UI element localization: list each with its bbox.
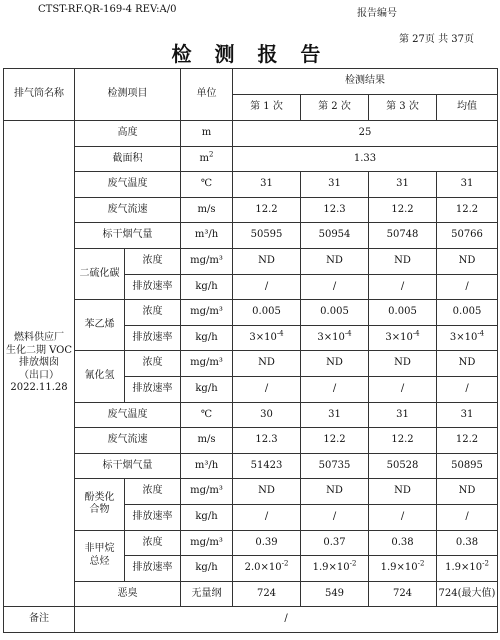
- outlet-line: 燃料供应厂: [14, 332, 64, 344]
- header-item: 检测项目: [75, 69, 181, 121]
- param-label: 排放速率: [125, 274, 181, 300]
- value-cell: /: [233, 376, 301, 402]
- value-cell: 12.2: [437, 428, 498, 454]
- item-label: 标干烟气量: [75, 453, 181, 479]
- value-cell: 31: [369, 172, 437, 198]
- pollutant-name: 苯乙烯: [75, 300, 125, 351]
- test-report-table: [3, 68, 498, 633]
- value-exponent: -4: [344, 329, 352, 338]
- param-label: 浓度: [125, 530, 181, 556]
- item-label: 高度: [75, 121, 181, 147]
- value-cell: 12.2: [301, 428, 369, 454]
- value-cell: 12.3: [301, 197, 369, 223]
- value-cell: 0.38: [437, 530, 498, 556]
- value-cell: ND: [301, 351, 369, 377]
- value-exponent: -4: [412, 329, 420, 338]
- param-label: 浓度: [125, 479, 181, 505]
- value-cell: [301, 325, 369, 351]
- value-exponent: -2: [482, 559, 489, 568]
- item-label: 废气温度: [75, 402, 181, 428]
- param-label: 浓度: [125, 300, 181, 326]
- value-cell: 0.005: [301, 300, 369, 326]
- pollutant-name: [75, 530, 125, 581]
- item-label: 截面积: [75, 146, 181, 172]
- value-cell: /: [301, 274, 369, 300]
- unit-text: m: [199, 152, 209, 164]
- value-cell: 50595: [233, 223, 301, 249]
- value-cell: /: [301, 504, 369, 530]
- value-cell: 51423: [233, 453, 301, 479]
- unit-cell: kg/h: [181, 325, 233, 351]
- value-cell: [437, 325, 498, 351]
- item-label: 废气流速: [75, 197, 181, 223]
- unit-cell: mg/m³: [181, 479, 233, 505]
- value-exponent: -4: [477, 329, 485, 338]
- param-label: 浓度: [125, 248, 181, 274]
- value-cell: ND: [437, 248, 498, 274]
- page-title: 检 测 报 告: [171, 42, 329, 66]
- pollutant-name-line: 酚类化: [84, 491, 115, 503]
- outlet-line: 排放烟囱: [19, 357, 59, 369]
- unit-cell: 无量纲: [181, 581, 233, 607]
- value-cell: ND: [369, 351, 437, 377]
- header-results: 检测结果: [233, 69, 498, 95]
- value-base: 1.9×10: [445, 562, 483, 574]
- param-label: 浓度: [125, 351, 181, 377]
- value-cell: 12.2: [369, 197, 437, 223]
- value-cell: 12.2: [369, 428, 437, 454]
- value-cell: 0.39: [233, 530, 301, 556]
- value-exponent: -4: [276, 329, 284, 338]
- value-cell: ND: [233, 479, 301, 505]
- value-cell: [301, 556, 369, 582]
- value-cell: 724: [233, 581, 301, 607]
- document-code: CTST-RF.QR-169-4 REV:A/0: [38, 4, 177, 15]
- param-label: 排放速率: [125, 556, 181, 582]
- value-cell: 724: [369, 581, 437, 607]
- value-cell: /: [369, 274, 437, 300]
- header-average: 均值: [437, 95, 498, 121]
- value-cell: 0.005: [437, 300, 498, 326]
- item-label: 废气温度: [75, 172, 181, 198]
- remark-value: /: [75, 607, 498, 633]
- unit-cell: mg/m³: [181, 351, 233, 377]
- value-cell: 50766: [437, 223, 498, 249]
- header-unit: 单位: [181, 69, 233, 121]
- pollutant-name-line: 合物: [89, 504, 110, 516]
- unit-cell: m³/h: [181, 223, 233, 249]
- value-cell: 549: [301, 581, 369, 607]
- unit-cell: m/s: [181, 197, 233, 223]
- value-base: 1.9×10: [312, 562, 350, 574]
- unit-cell: ℃: [181, 172, 233, 198]
- header-outlet: 排气筒名称: [4, 69, 75, 121]
- param-label: 排放速率: [125, 504, 181, 530]
- value-cell: /: [437, 274, 498, 300]
- value-cell: 0.005: [233, 300, 301, 326]
- value-cell: 31: [301, 402, 369, 428]
- value-exponent: -2: [349, 559, 357, 568]
- report-number-label: 报告编号: [357, 8, 397, 19]
- value-cell: 12.2: [233, 197, 301, 223]
- unit-cell: $m^2$: [181, 146, 233, 172]
- value-base: 3×10: [449, 331, 478, 343]
- param-label: 排放速率: [125, 325, 181, 351]
- pollutant-name: 二硫化碳: [75, 248, 125, 299]
- unit-cell: kg/h: [181, 504, 233, 530]
- value-cell: [233, 325, 301, 351]
- pollutant-name: 氰化氢: [75, 351, 125, 402]
- value-exponent: -2: [281, 559, 289, 568]
- value-cell: 12.3: [233, 428, 301, 454]
- value-base: 3×10: [385, 331, 413, 343]
- value-cell: 30: [233, 402, 301, 428]
- value-base: 2.0×10: [244, 562, 282, 574]
- value-cell: 50528: [369, 453, 437, 479]
- unit-cell: kg/h: [181, 556, 233, 582]
- value-cell: ND: [369, 479, 437, 505]
- value-cell: [437, 556, 498, 582]
- value-cell: /: [233, 504, 301, 530]
- value-cell: /: [233, 274, 301, 300]
- value-cell: [369, 556, 437, 582]
- pollutant-name: [75, 479, 125, 530]
- value-cell: [233, 556, 301, 582]
- pollutant-name-line: 非甲烷: [84, 543, 115, 555]
- header-run-3: 第 3 次: [369, 95, 437, 121]
- outlet-date: 2022.11.28: [10, 382, 68, 394]
- item-label: 废气流速: [75, 428, 181, 454]
- param-label: 排放速率: [125, 376, 181, 402]
- value-cell: ND: [233, 248, 301, 274]
- value-cell: 31: [301, 172, 369, 198]
- value-cell: /: [437, 504, 498, 530]
- item-label: 恶臭: [75, 581, 181, 607]
- value-cell: [369, 325, 437, 351]
- remark-label: 备注: [4, 607, 75, 633]
- value-cell: 50954: [301, 223, 369, 249]
- value-base: 3×10: [317, 331, 345, 343]
- unit-cell: mg/m³: [181, 248, 233, 274]
- value-cell: ND: [301, 248, 369, 274]
- value-cell: 0.37: [301, 530, 369, 556]
- value-cell: 50735: [301, 453, 369, 479]
- value-cell: /: [301, 376, 369, 402]
- value-cell: 50748: [369, 223, 437, 249]
- value-cell: /: [437, 376, 498, 402]
- item-label: 标干烟气量: [75, 223, 181, 249]
- unit-cell: mg/m³: [181, 300, 233, 326]
- value-cell: ND: [437, 351, 498, 377]
- unit-cell: mg/m³: [181, 530, 233, 556]
- value-cell: /: [369, 504, 437, 530]
- value-cell: 12.2: [437, 197, 498, 223]
- outlet-line: （出口）: [19, 369, 59, 381]
- value-base: 3×10: [249, 331, 277, 343]
- outlet-line: 生化二期 VOC: [5, 344, 73, 356]
- value-base: 1.9×10: [380, 562, 418, 574]
- unit-cell: kg/h: [181, 376, 233, 402]
- value-exponent: -2: [417, 559, 425, 568]
- unit-cell: ℃: [181, 402, 233, 428]
- unit-cell: m³/h: [181, 453, 233, 479]
- page-number: 第 27页 共 37页: [399, 34, 474, 45]
- unit-cell: m/s: [181, 428, 233, 454]
- unit-cell: m: [181, 121, 233, 147]
- value-cell: 0.005: [369, 300, 437, 326]
- value-cell: 0.38: [369, 530, 437, 556]
- value-cell: 25: [233, 121, 498, 147]
- pollutant-name-line: 总烃: [89, 555, 110, 567]
- value-cell: ND: [369, 248, 437, 274]
- value-cell: 31: [369, 402, 437, 428]
- outlet-name-cell: [4, 121, 75, 607]
- value-cell: /: [369, 376, 437, 402]
- header-run-1: 第 1 次: [233, 95, 301, 121]
- value-cell: ND: [301, 479, 369, 505]
- value-cell: 31: [437, 402, 498, 428]
- value-cell: 724(最大值): [437, 581, 498, 607]
- header-run-2: 第 2 次: [301, 95, 369, 121]
- value-cell: 31: [233, 172, 301, 198]
- value-cell: ND: [233, 351, 301, 377]
- unit-cell: kg/h: [181, 274, 233, 300]
- value-cell: 31: [437, 172, 498, 198]
- value-cell: ND: [437, 479, 498, 505]
- value-cell: 50895: [437, 453, 498, 479]
- value-cell: 1.33: [233, 146, 498, 172]
